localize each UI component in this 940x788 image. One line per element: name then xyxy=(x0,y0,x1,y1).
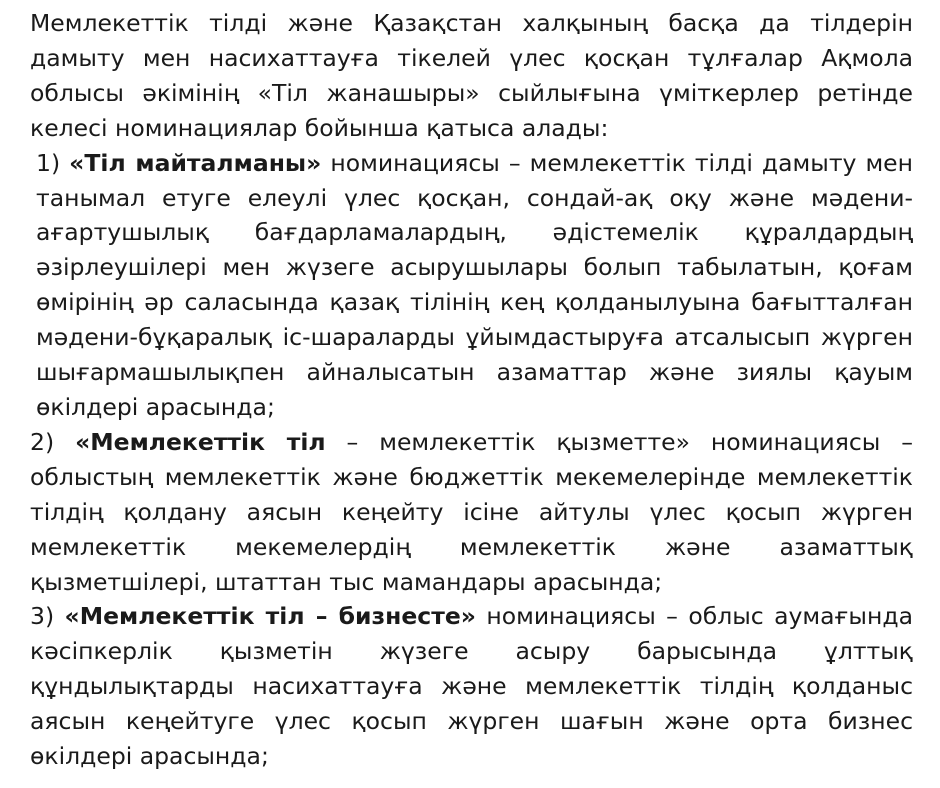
nomination-item-1 xyxy=(30,146,913,425)
nomination-title: «Мемлекеттік тіл xyxy=(75,427,326,456)
intro-paragraph: Мемлекеттік тілді және Қазақстан халқының басқа да тілдерін дамыту мен насихаттауға тікелей үлес қосқан тұлғалар Ақмола облысы әкімінің «Тіл жанашыры» сыйлығына үміткерлер ретінде келесі номинациялар бойынша қатыса алады: xyxy=(30,9,913,142)
nomination-title: «Мемлекеттік тіл – бизнесте» xyxy=(64,602,476,631)
item-number: 3) xyxy=(30,602,65,631)
nomination-description: номинациясы – облыстың мемлекеттік және бюджеттік мекемелерінде мемлекеттік тілдің қолдану аясын кеңейту ісіне айтулы үлес қосып жүрген мемлекеттік мекемелердің мемлекеттік және азаматтық қызметшілері, штаттан тыс мамандары арасында; xyxy=(30,427,914,596)
nomination-description: номинациясы – мемлекеттік тілді дамыту мен танымал етуге елеулі үлес қосқан, сондай-ақ оқу және мәдени-ағартушылық бағдарламалардың, әдістемелік құралдардың әзірлеушілері мен жүзеге асырушылары болып табылатын, қоғам өмірінің әр саласында қазақ тілінің кең қолданылуына бағытталған мәдени-бұқаралық іс-шараларды ұйымдастыруға атсалысып жүрген шығармашылықпен айналысатын азаматтар және зиялы қауым өкілдері арасында; xyxy=(36,148,914,421)
nomination-item-2 xyxy=(30,425,913,600)
nomination-item-3 xyxy=(30,599,913,774)
item-number: 2) xyxy=(30,427,76,456)
nomination-title-tail: – мемлекеттік қызметте» xyxy=(325,427,690,456)
nomination-title: «Тіл майталманы» xyxy=(69,148,322,177)
item-number: 1) xyxy=(36,148,70,177)
nomination-description: номинациясы – облыс аумағында кәсіпкерлік қызметін жүзеге асыру барысында ұлттық құндылықтарды насихаттауға және мемлекеттік тілдің қолданыс аясын кеңейтуге үлес қосып жүрген шағын және орта бизнес өкілдері арасында; xyxy=(30,602,914,771)
